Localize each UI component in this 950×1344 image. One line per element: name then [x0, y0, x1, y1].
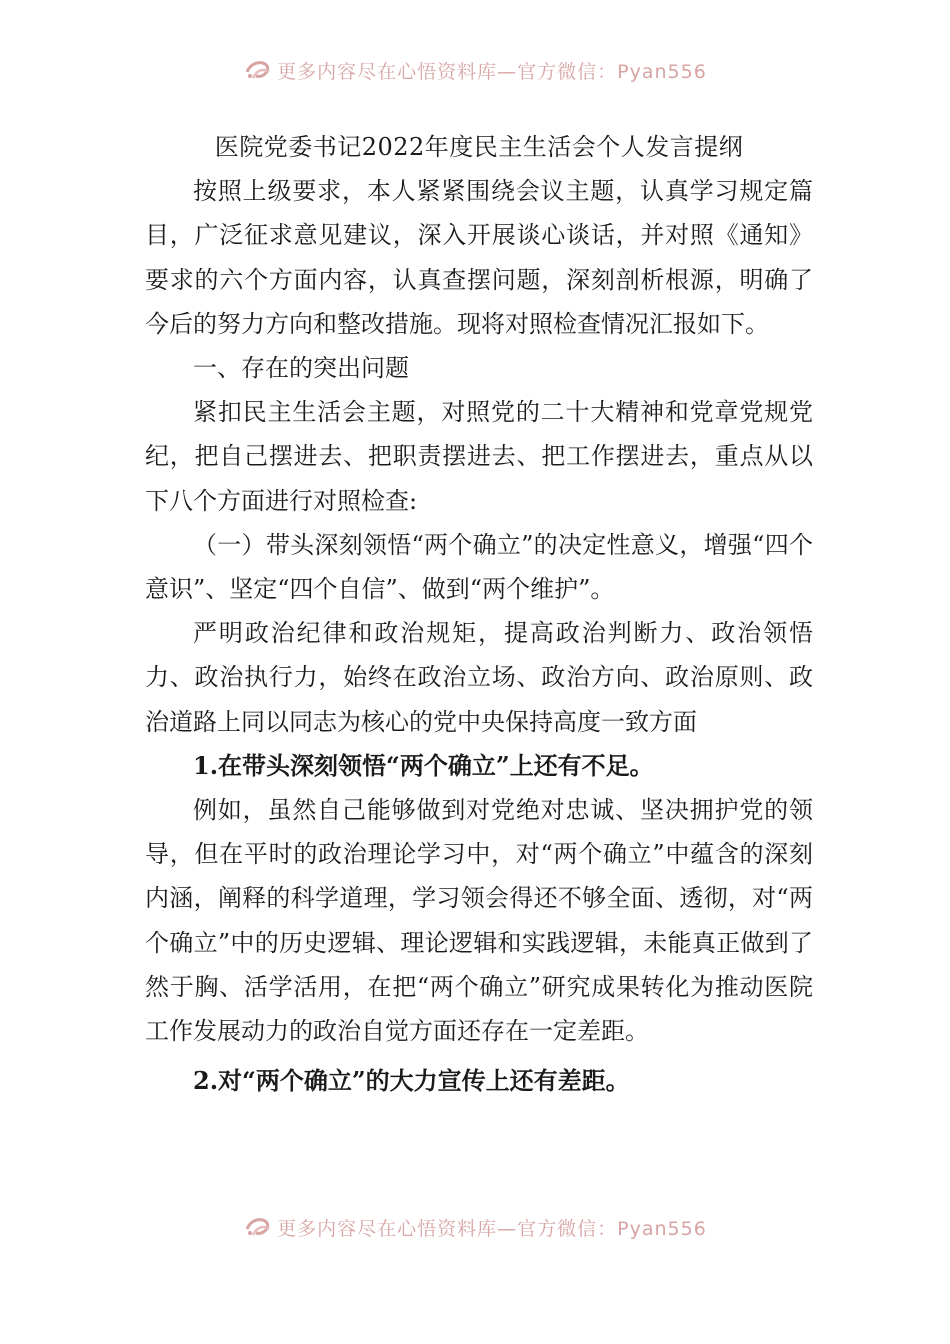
- issue-heading-2: 2.对“两个确立”的大力宣传上还有差距。: [193, 1066, 630, 1096]
- watermark-text: 更多内容尽在心悟资料库—官方微信：Pyan556: [277, 1217, 707, 1240]
- logo-swirl-icon: [243, 1215, 273, 1239]
- paragraph-example: 例如，虽然自己能够做到对党绝对忠诚、坚决拥护党的领导，但在平时的政治理论学习中，对“两个确立”中蕴含的深刻内涵，阐释的科学道理，学习领会得还不够全面、透彻，对“两个确立”中的历史逻辑、理论逻辑和实践逻辑，未能真正做到了然于胸、活学活用，在把“两个确立”研究成果转化为推动医院工作发展动力的政治自觉方面还存在一定差距。: [145, 796, 813, 1046]
- paragraph-discipline: 严明政治纪律和政治规矩，提高政治判断力、政治领悟力、政治执行力，始终在政治立场、政治方向、政治原则、政治道路上同以同志为核心的党中央保持高度一致方面: [145, 619, 813, 736]
- paragraph-intro: 按照上级要求，本人紧紧围绕会议主题，认真学习规定篇目，广泛征求意见建议，深入开展谈心谈话，并对照《通知》要求的六个方面内容，认真查摆问题，深刻剖析根源，明确了今后的努力方向和整改措施。现将对照检查情况汇报如下。: [145, 177, 813, 338]
- watermark-text: 更多内容尽在心悟资料库—官方微信：Pyan556: [277, 60, 707, 83]
- paragraph-overview: 紧扣民主生活会主题，对照党的二十大精神和党章党规党纪，把自己摆进去、把职责摆进去、把工作摆进去，重点从以下八个方面进行对照检查:: [145, 398, 813, 515]
- logo-swirl-icon: [243, 58, 273, 82]
- watermark-banner-top: [0, 50, 950, 90]
- document-body: [145, 125, 813, 1103]
- watermark-banner-bottom: [0, 1207, 950, 1247]
- subsection-heading-1: （一）带头深刻领悟“两个确立”的决定性意义，增强“四个意识”、坚定“四个自信”、做到“两个维护”。: [145, 530, 813, 604]
- document-title: 医院党委书记2022年度民主生活会个人发言提纲: [214, 133, 744, 161]
- section-heading-1: 一、存在的突出问题: [193, 354, 409, 383]
- issue-heading-1: 1.在带头深刻领悟“两个确立”上还有不足。: [193, 750, 654, 780]
